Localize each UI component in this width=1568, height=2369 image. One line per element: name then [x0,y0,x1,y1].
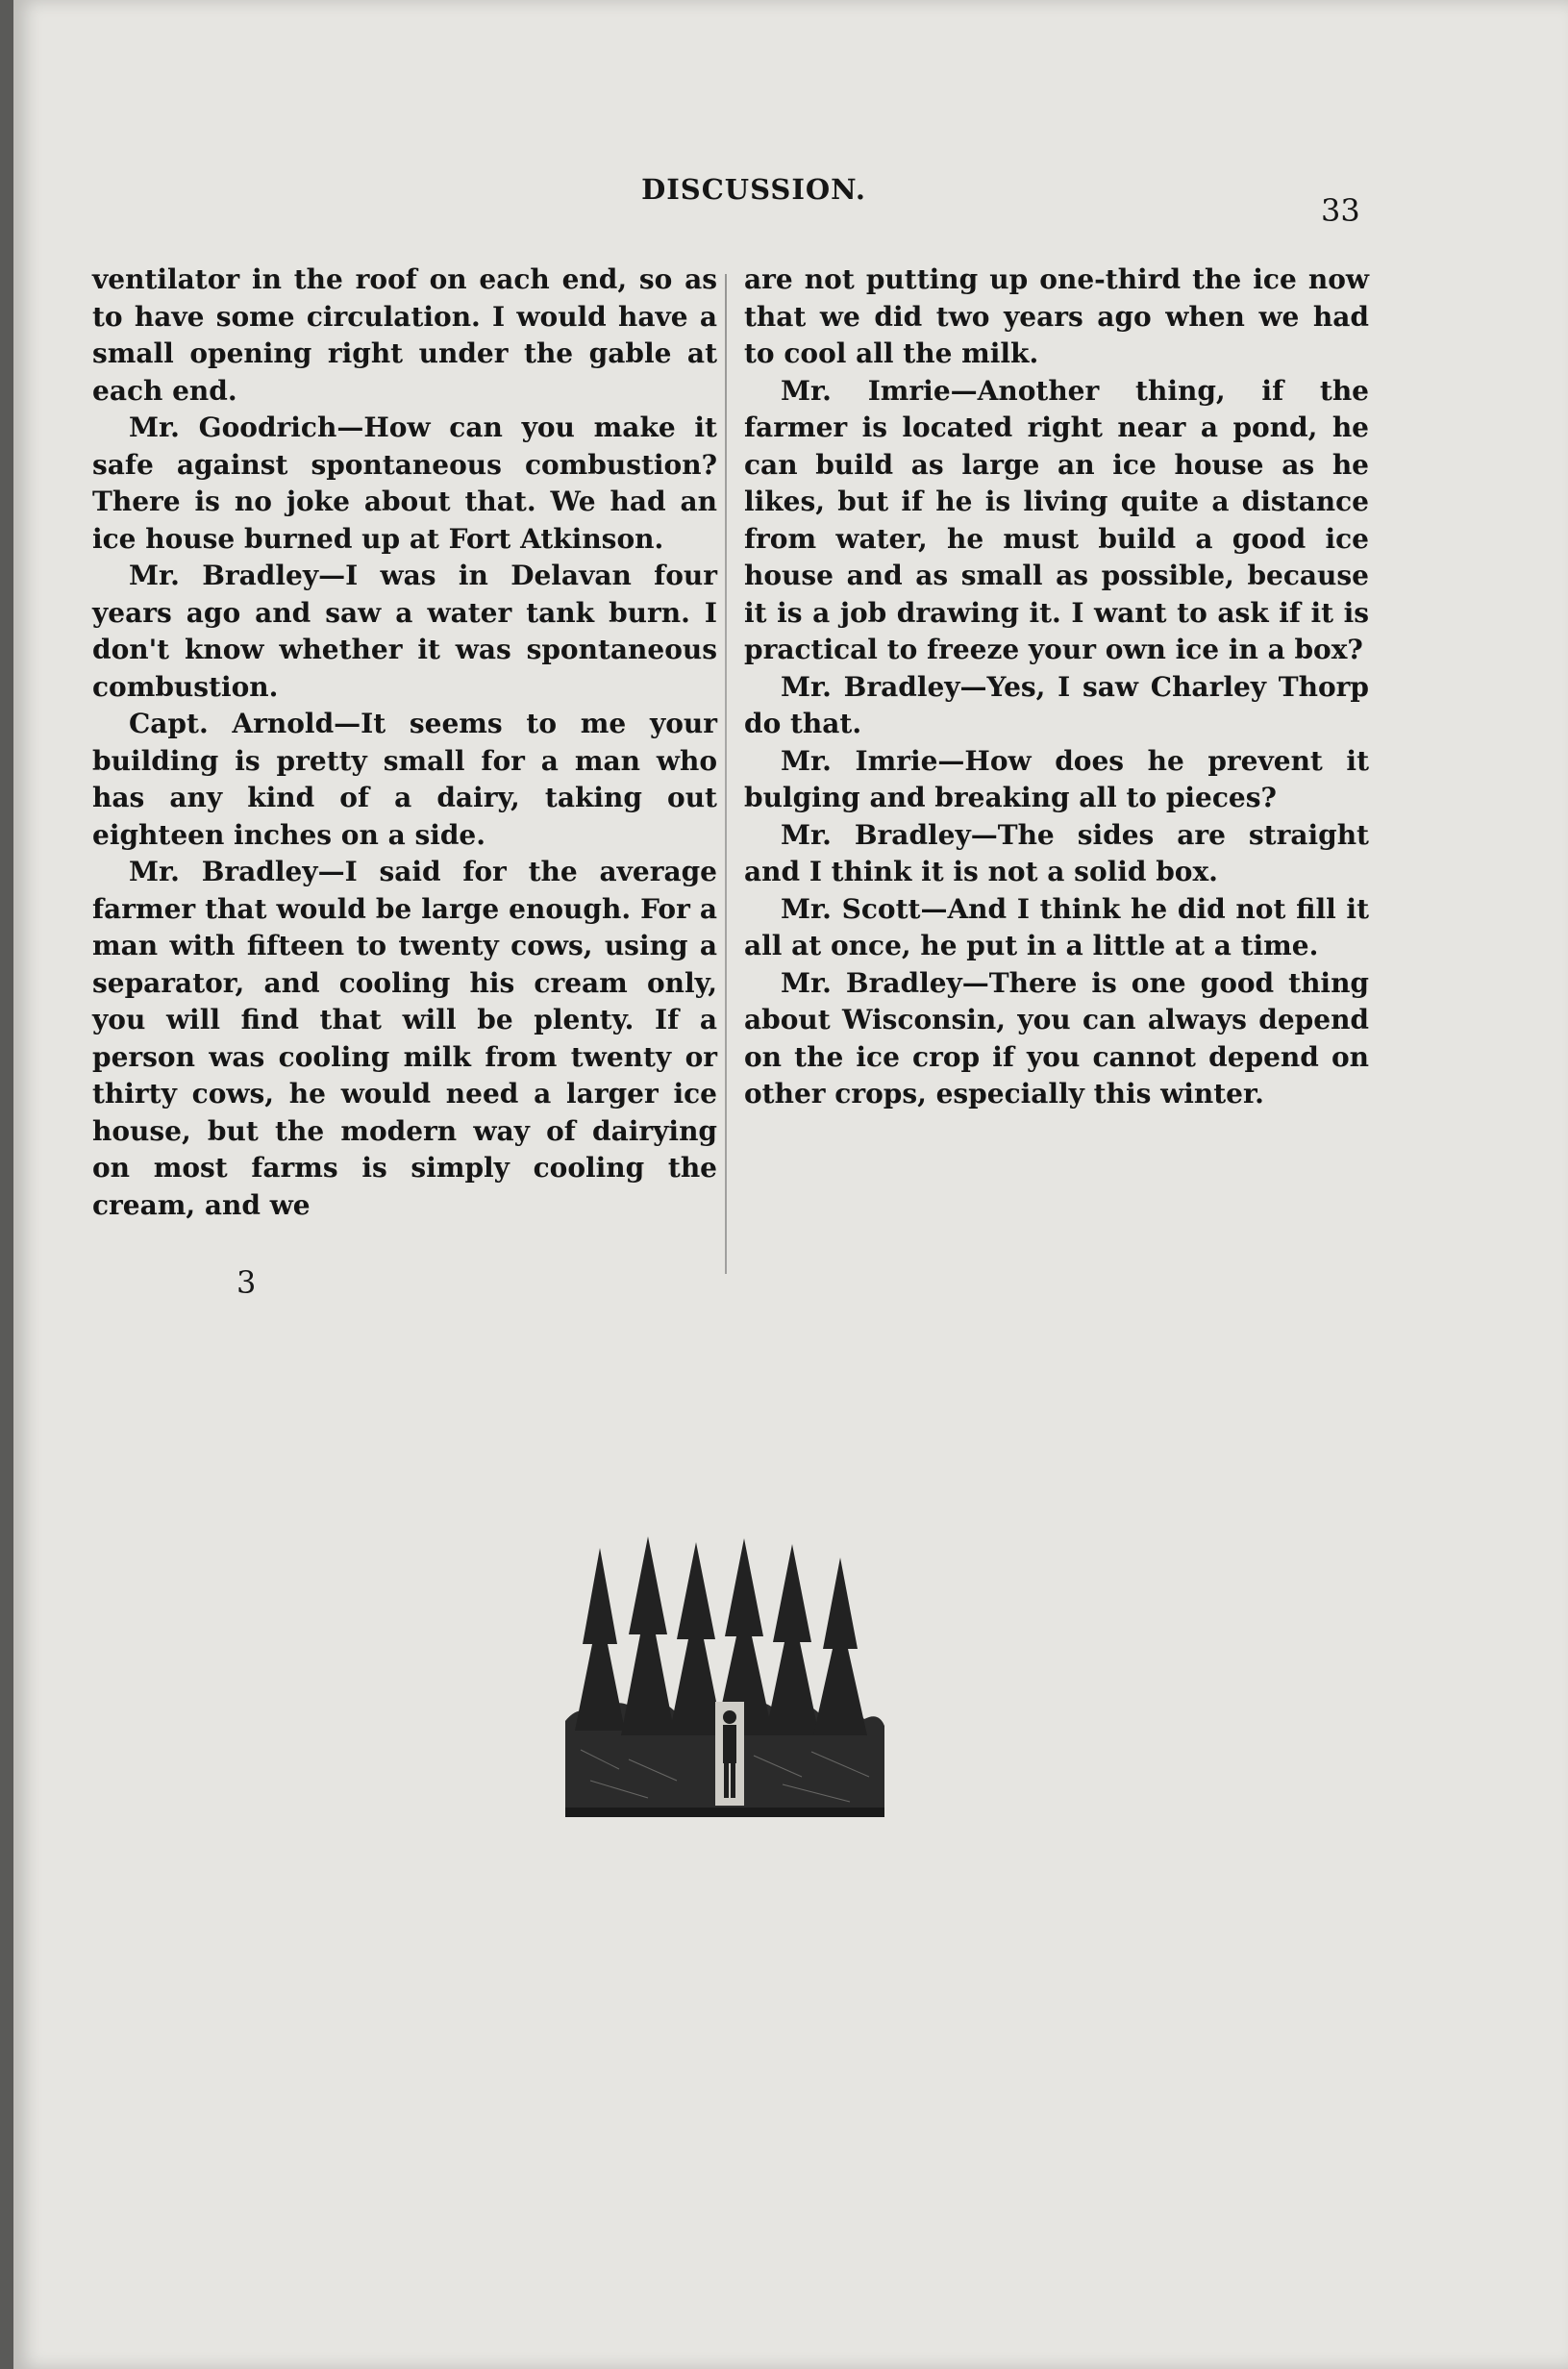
right-paragraph-7: Mr. Bradley—There is one good thing about Wisconsin, you can always depend on the ice crop if you cannot depend on other crops, especially this winter. [744,966,1369,1110]
left-paragraph-3: Mr. Bradley—I was in Delavan four years ago and saw a water tank burn. I don't know whether it was spontaneous combustion. [92,560,717,703]
left-paragraph-1: ventilator in the roof on each end, so as to have some circulation. I would have a small opening right under the gable at each end. [92,263,717,407]
left-paragraph-2: Mr. Goodrich—How can you make it safe against spontaneous combustion? There is no joke about that. We had an ice house burned up at Fort Atkinson. [92,411,717,555]
right-column [744,262,1369,1113]
left-paragraph-4: Capt. Arnold—It seems to me your building is pretty small for a man who has any kind of a dairy, taking out eighteen inches on a side. [92,708,717,851]
right-paragraph-1: are not putting up one-third the ice now that we did two years ago when we had to cool all the milk. [744,263,1369,369]
left-paragraph-5: Mr. Bradley—I said for the average farmer that would be large enough. For a man with fifteen to twenty cows, using a separator, and cooling his cream only, you will find that will be plenty. If a person was cooling milk from twenty or thirty cows, he would need a larger ice house, but the modern way of dairying on most farms is simply cooling the cream, and we [92,856,717,1221]
page-number: 33 [1321,192,1360,229]
signature-mark: 3 [236,1264,257,1301]
running-header: DISCUSSION. [641,173,866,206]
right-paragraph-4: Mr. Imrie—How does he prevent it bulging and breaking all to pieces? [744,744,1369,813]
right-paragraph-2: Mr. Imrie—Another thing, if the farmer is located right near a pond, he can build as large an ice house as he likes, but if he is living quite a distance from water, he must build a good ice house and as small as possible, because it is a job drawing it. I want to ask if it is practical to freeze your own ice in a box? [744,374,1369,665]
woodcut-trees-with-figure-icon [561,1529,888,1836]
right-paragraph-5: Mr. Bradley—The sides are straight and I think it is not a solid box. [744,818,1369,887]
column-divider [725,274,727,1274]
right-paragraph-3: Mr. Bradley—Yes, I saw Charley Thorp do that. [744,670,1369,739]
left-column [92,262,717,1224]
right-paragraph-6: Mr. Scott—And I think he did not fill it all at once, he put in a little at a time. [744,892,1369,961]
book-page [13,0,1568,2369]
